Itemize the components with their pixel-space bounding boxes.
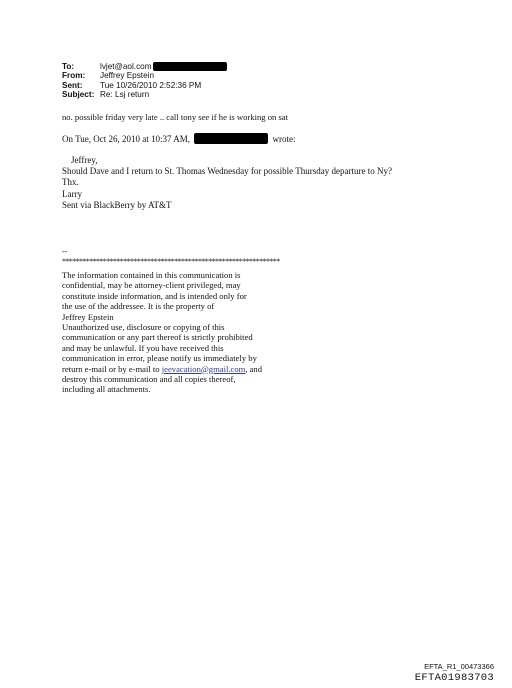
signature-separator: -- (62, 247, 68, 256)
stars-divider: **************************************************************** (62, 257, 280, 266)
subject-row (62, 90, 227, 99)
disclaimer-line: Jeffrey Epstein (62, 311, 114, 322)
quoted-line: Should Dave and I return to St. Thomas Wednesday for possible Thursday departure to Ny? (62, 166, 392, 177)
sent-value: Tue 10/26/2010 2:52:36 PM (100, 80, 202, 90)
quoted-line: Larry (62, 188, 82, 199)
disclaimer-line: The information contained in this communication is (62, 270, 241, 280)
quoted-line: Jeffrey, (71, 155, 98, 165)
disclaimer-line: constitute inside information, and is intended only for (62, 290, 247, 301)
sent-label: Sent: (62, 80, 83, 90)
disclaimer-line: communication in error, please notify us immediately by (62, 353, 257, 364)
bates-number: EFTA01983703 (414, 672, 494, 684)
email-header (62, 62, 227, 100)
disclaimer-line: communication or any part thereof is strictly prohibited (62, 332, 253, 343)
quote-intro-prefix: On Tue, Oct 26, 2010 at 10:37 AM, (62, 134, 193, 144)
to-value: lvjet@aol.com (100, 62, 152, 71)
from-row (62, 71, 227, 80)
quote-intro (62, 133, 296, 145)
from-value: Jeffrey Epstein (100, 71, 155, 81)
email-link[interactable]: jeevacation@gmail.com (161, 363, 246, 374)
subject-label: Subject: (62, 90, 95, 100)
sent-row (62, 81, 227, 90)
disclaimer-line: including all attachments. (62, 384, 151, 395)
quote-intro-suffix: wrote: (270, 134, 296, 144)
subject-value: Re: Lsj return (100, 90, 150, 100)
quoted-message (62, 155, 392, 211)
bates-number-small: EFTA_R1_00473366 (424, 662, 494, 671)
disclaimer-line: confidential, may be attorney-client privileged, may (62, 280, 241, 291)
quoted-line: Sent via BlackBerry by AT&T (62, 199, 172, 210)
redaction-block (153, 62, 227, 71)
disclaimer-email-line: return e-mail or by e-mail to jeevacation@gmail.com, and (62, 363, 263, 374)
disclaimer-line: and may be unlawful. If you have received this (62, 342, 224, 353)
disclaimer-line: Unauthorized use, disclosure or copying of this (62, 322, 225, 333)
disclaimer-line: the use of the addressee. It is the property of (62, 301, 215, 312)
redaction-block (194, 133, 268, 144)
disclaimer-line: destroy this communication and all copies thereof, (62, 374, 236, 385)
reply-text: no. possible friday very late .. call tony see if he is working on sat (62, 112, 289, 122)
disclaimer (62, 270, 262, 395)
to-row (62, 62, 227, 71)
from-label: From: (62, 71, 86, 81)
quoted-line: Thx. (62, 177, 79, 188)
to-label: To: (62, 62, 75, 71)
